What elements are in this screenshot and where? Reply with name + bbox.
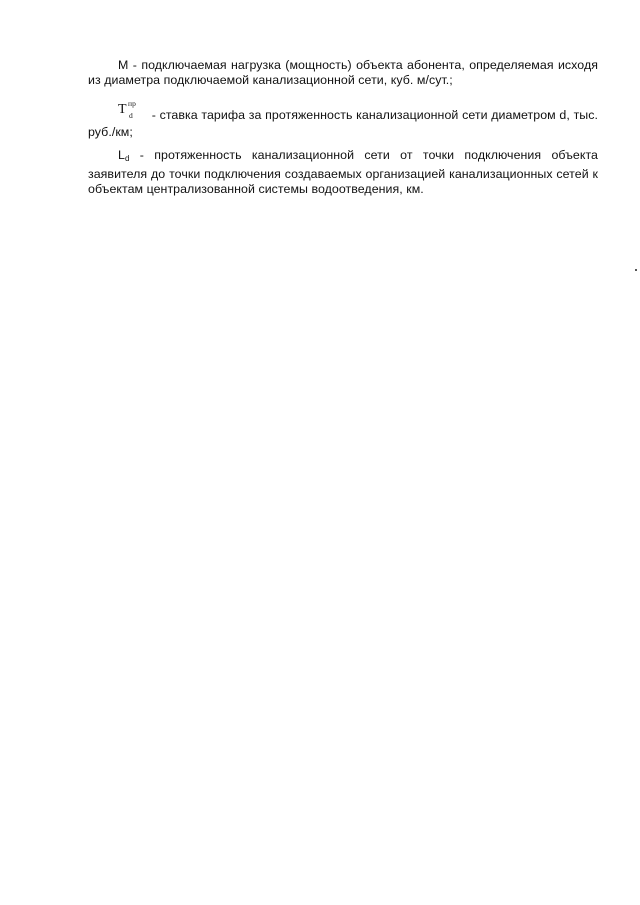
definition-paragraph-m [88,58,598,88]
tariff-formula-symbol [118,99,144,121]
definition-text-tariff: - ставка тарифа за протяженность канализационной сети диаметром d, тыс. руб./км; [88,108,598,139]
symbol-l-subscript: d [124,154,130,163]
definition-text-length: - протяженность канализационной сети от точки подключения объекта заявителя до точки подключения создаваемых организацией канализационных сетей к объектам централизованной системы водоотведения, км. [88,148,598,196]
definition-paragraph-length [88,148,598,198]
symbol-m: М [118,58,129,72]
definition-paragraph-tariff [88,99,598,141]
formula-base: Т [118,102,127,117]
formula-subscript: d [129,111,133,120]
definition-text-m: - подключаемая нагрузка (мощность) объекта абонента, определяемая исходя из диаметра подключаемой канализационной сети, куб. м/сут.; [88,58,598,87]
scan-artifact-dot [635,269,637,271]
symbol-l: L [118,148,125,162]
formula-superscript: пр [128,99,136,108]
